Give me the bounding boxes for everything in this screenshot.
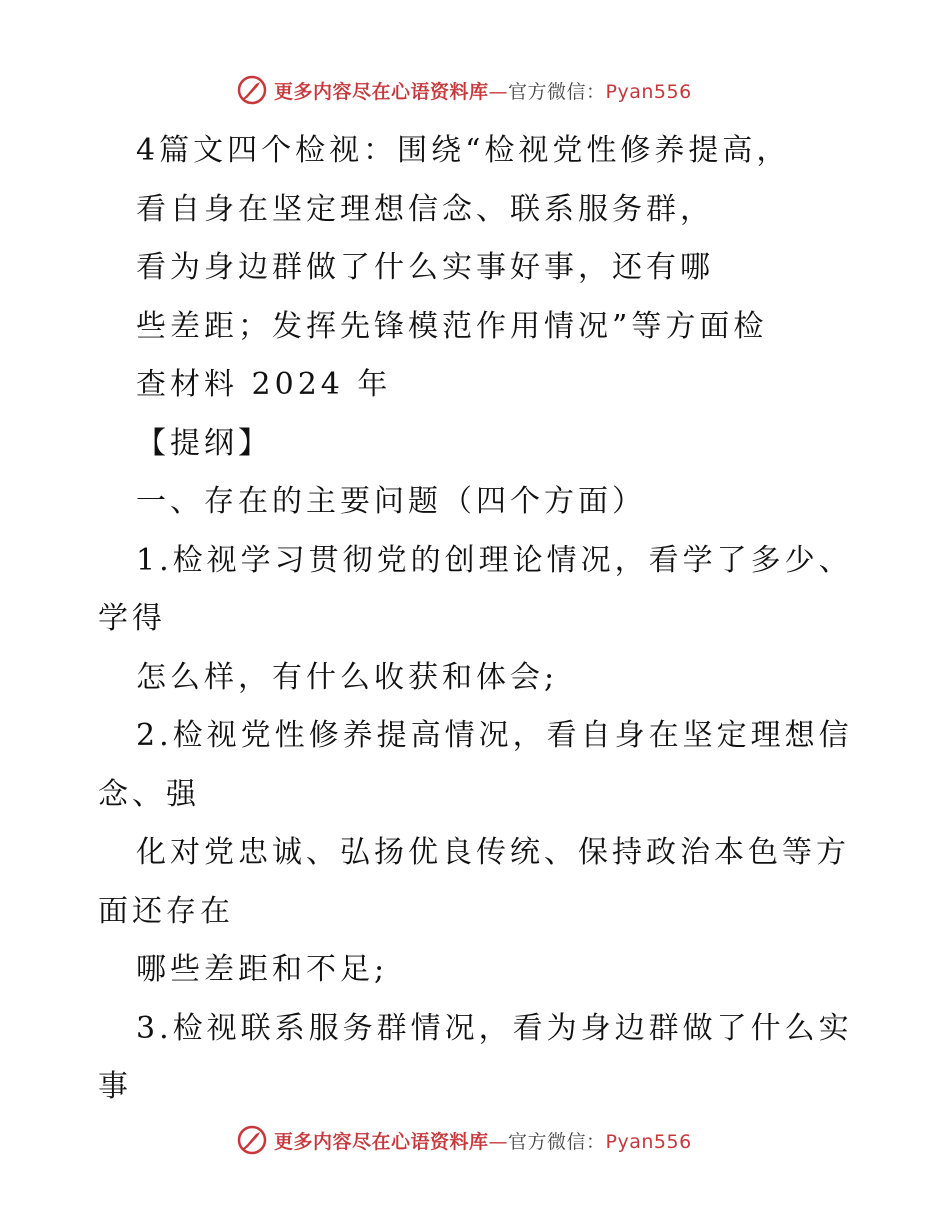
- outline-heading: 【提纲】: [136, 425, 272, 461]
- title-line-1: 4篇文四个检视：围绕“检视党性修养提高，: [136, 133, 791, 168]
- banner-official-label: 官方微信：: [508, 1130, 606, 1153]
- quill-pen-logo-icon: [236, 1124, 268, 1156]
- paragraph-line: 2.检视党性修养提高情况，看自身在坚定理想信: [136, 718, 853, 753]
- paragraph-line: 学得: [98, 601, 166, 636]
- paragraph-line: 事: [98, 1069, 132, 1104]
- banner-library-text: 更多内容尽在心语资料库: [274, 80, 489, 103]
- banner-library-text: 更多内容尽在心语资料库: [274, 1130, 489, 1153]
- title-line-5: 查材料 2024 年: [136, 367, 392, 402]
- paragraph-line: 1.检视学习贯彻党的创理论情况，看学了多少、: [136, 542, 853, 578]
- banner-text: [274, 1127, 692, 1154]
- banner-wechat-id: Pyan556: [605, 80, 692, 103]
- title-line-4: 些差距；发挥先锋模范作用情况”等方面检: [136, 308, 768, 344]
- title-line-3: 看为身边群做了什么实事好事，还有哪: [136, 250, 714, 285]
- quill-pen-logo-icon: [236, 74, 268, 106]
- title-line-2: 看自身在坚定理想信念、联系服务群，: [136, 191, 714, 227]
- banner-dash: —: [488, 1130, 509, 1153]
- document-body: [98, 122, 888, 1117]
- banner-wechat-id: Pyan556: [605, 1130, 692, 1153]
- banner-text: [274, 77, 692, 104]
- paragraph-line: 3.检视联系服务群情况，看为身边群做了什么实: [136, 1010, 853, 1046]
- paragraph-line: 面还存在: [98, 893, 234, 929]
- header-banner: [236, 72, 692, 108]
- paragraph-line: 怎么样，有什么收获和体会;: [136, 659, 559, 695]
- banner-dash: —: [488, 80, 509, 103]
- footer-banner: [236, 1122, 692, 1158]
- paragraph-line: 念、强: [98, 776, 200, 812]
- banner-official-label: 官方微信：: [508, 80, 606, 103]
- paragraph-line: 化对党忠诚、弘扬优良传统、保持政治本色等方: [136, 835, 850, 870]
- section-heading: 一、存在的主要问题（四个方面）: [136, 484, 646, 519]
- paragraph-line: 哪些差距和不足;: [136, 952, 389, 987]
